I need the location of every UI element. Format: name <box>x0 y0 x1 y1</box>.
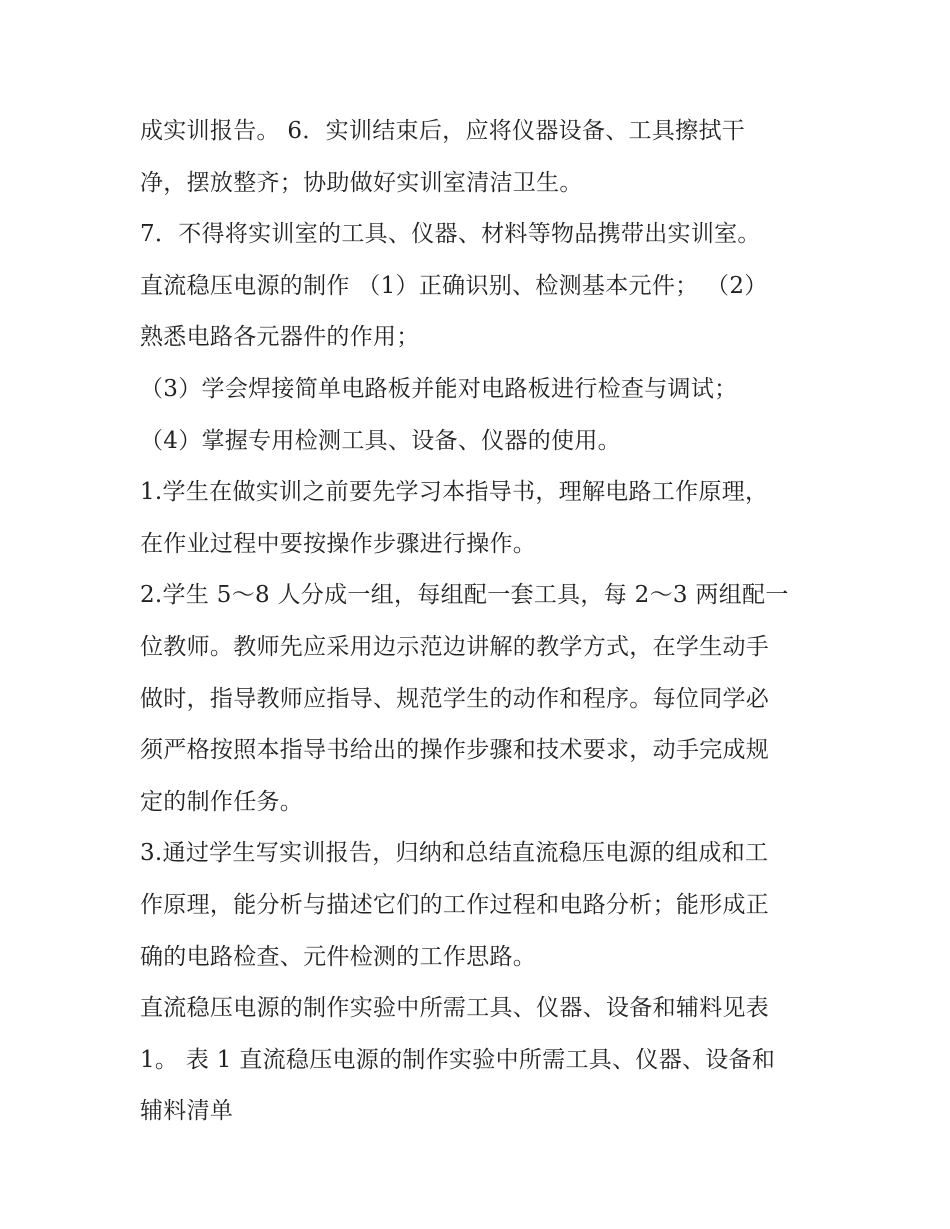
text-line: 成实训报告。 6．实训结束后，应将仪器设备、工具擦拭干 <box>140 118 746 144</box>
text-line: 净，摆放整齐；协助做好实训室清洁卫生。 <box>140 169 583 196</box>
text-line: 作原理，能分析与描述它们的工作过程和电路分析；能形成正 <box>140 891 770 918</box>
text-line: 7．不得将实训室的工具、仪器、材料等物品携带出实训室。 <box>140 221 761 248</box>
text-line: 直流稳压电源的制作 （1）正确识别、检测基本元件； （2） <box>140 272 768 299</box>
text-line: （4）掌握专用检测工具、设备、仪器的使用。 <box>140 427 621 454</box>
text-line: 确的电路检查、元件检测的工作思路。 <box>140 943 537 970</box>
text-line: 1。 表 1 直流稳压电源的制作实验中所需工具、仪器、设备和 <box>140 1046 776 1073</box>
text-line: 熟悉电路各元器件的作用； <box>140 324 420 351</box>
text-line: 直流稳压电源的制作实验中所需工具、仪器、设备和辅料见表 <box>140 995 770 1022</box>
document-body <box>140 106 820 1138</box>
text-line: （3）学会焊接简单电路板并能对电路板进行检查与调试； <box>140 375 738 402</box>
text-line: 3.通过学生写实训报告，归纳和总结直流稳压电源的组成和工 <box>140 840 769 867</box>
text-line: 须严格按照本指导书给出的操作步骤和技术要求，动手完成规 <box>140 737 770 764</box>
text-line: 位教师。教师先应采用边示范边讲解的教学方式，在学生动手 <box>140 633 770 660</box>
text-line: 辅料清单 <box>140 1098 234 1125</box>
text-line: 2.学生 5～8 人分成一组，每组配一套工具，每 2～3 两组配一 <box>140 582 789 609</box>
text-line: 定的制作任务。 <box>140 788 304 815</box>
text-line: 在作业过程中要按操作步骤进行操作。 <box>140 530 537 557</box>
text-line: 1.学生在做实训之前要先学习本指导书，理解电路工作原理， <box>140 479 769 506</box>
text-line: 做时，指导教师应指导、规范学生的动作和程序。每位同学必 <box>140 685 770 712</box>
